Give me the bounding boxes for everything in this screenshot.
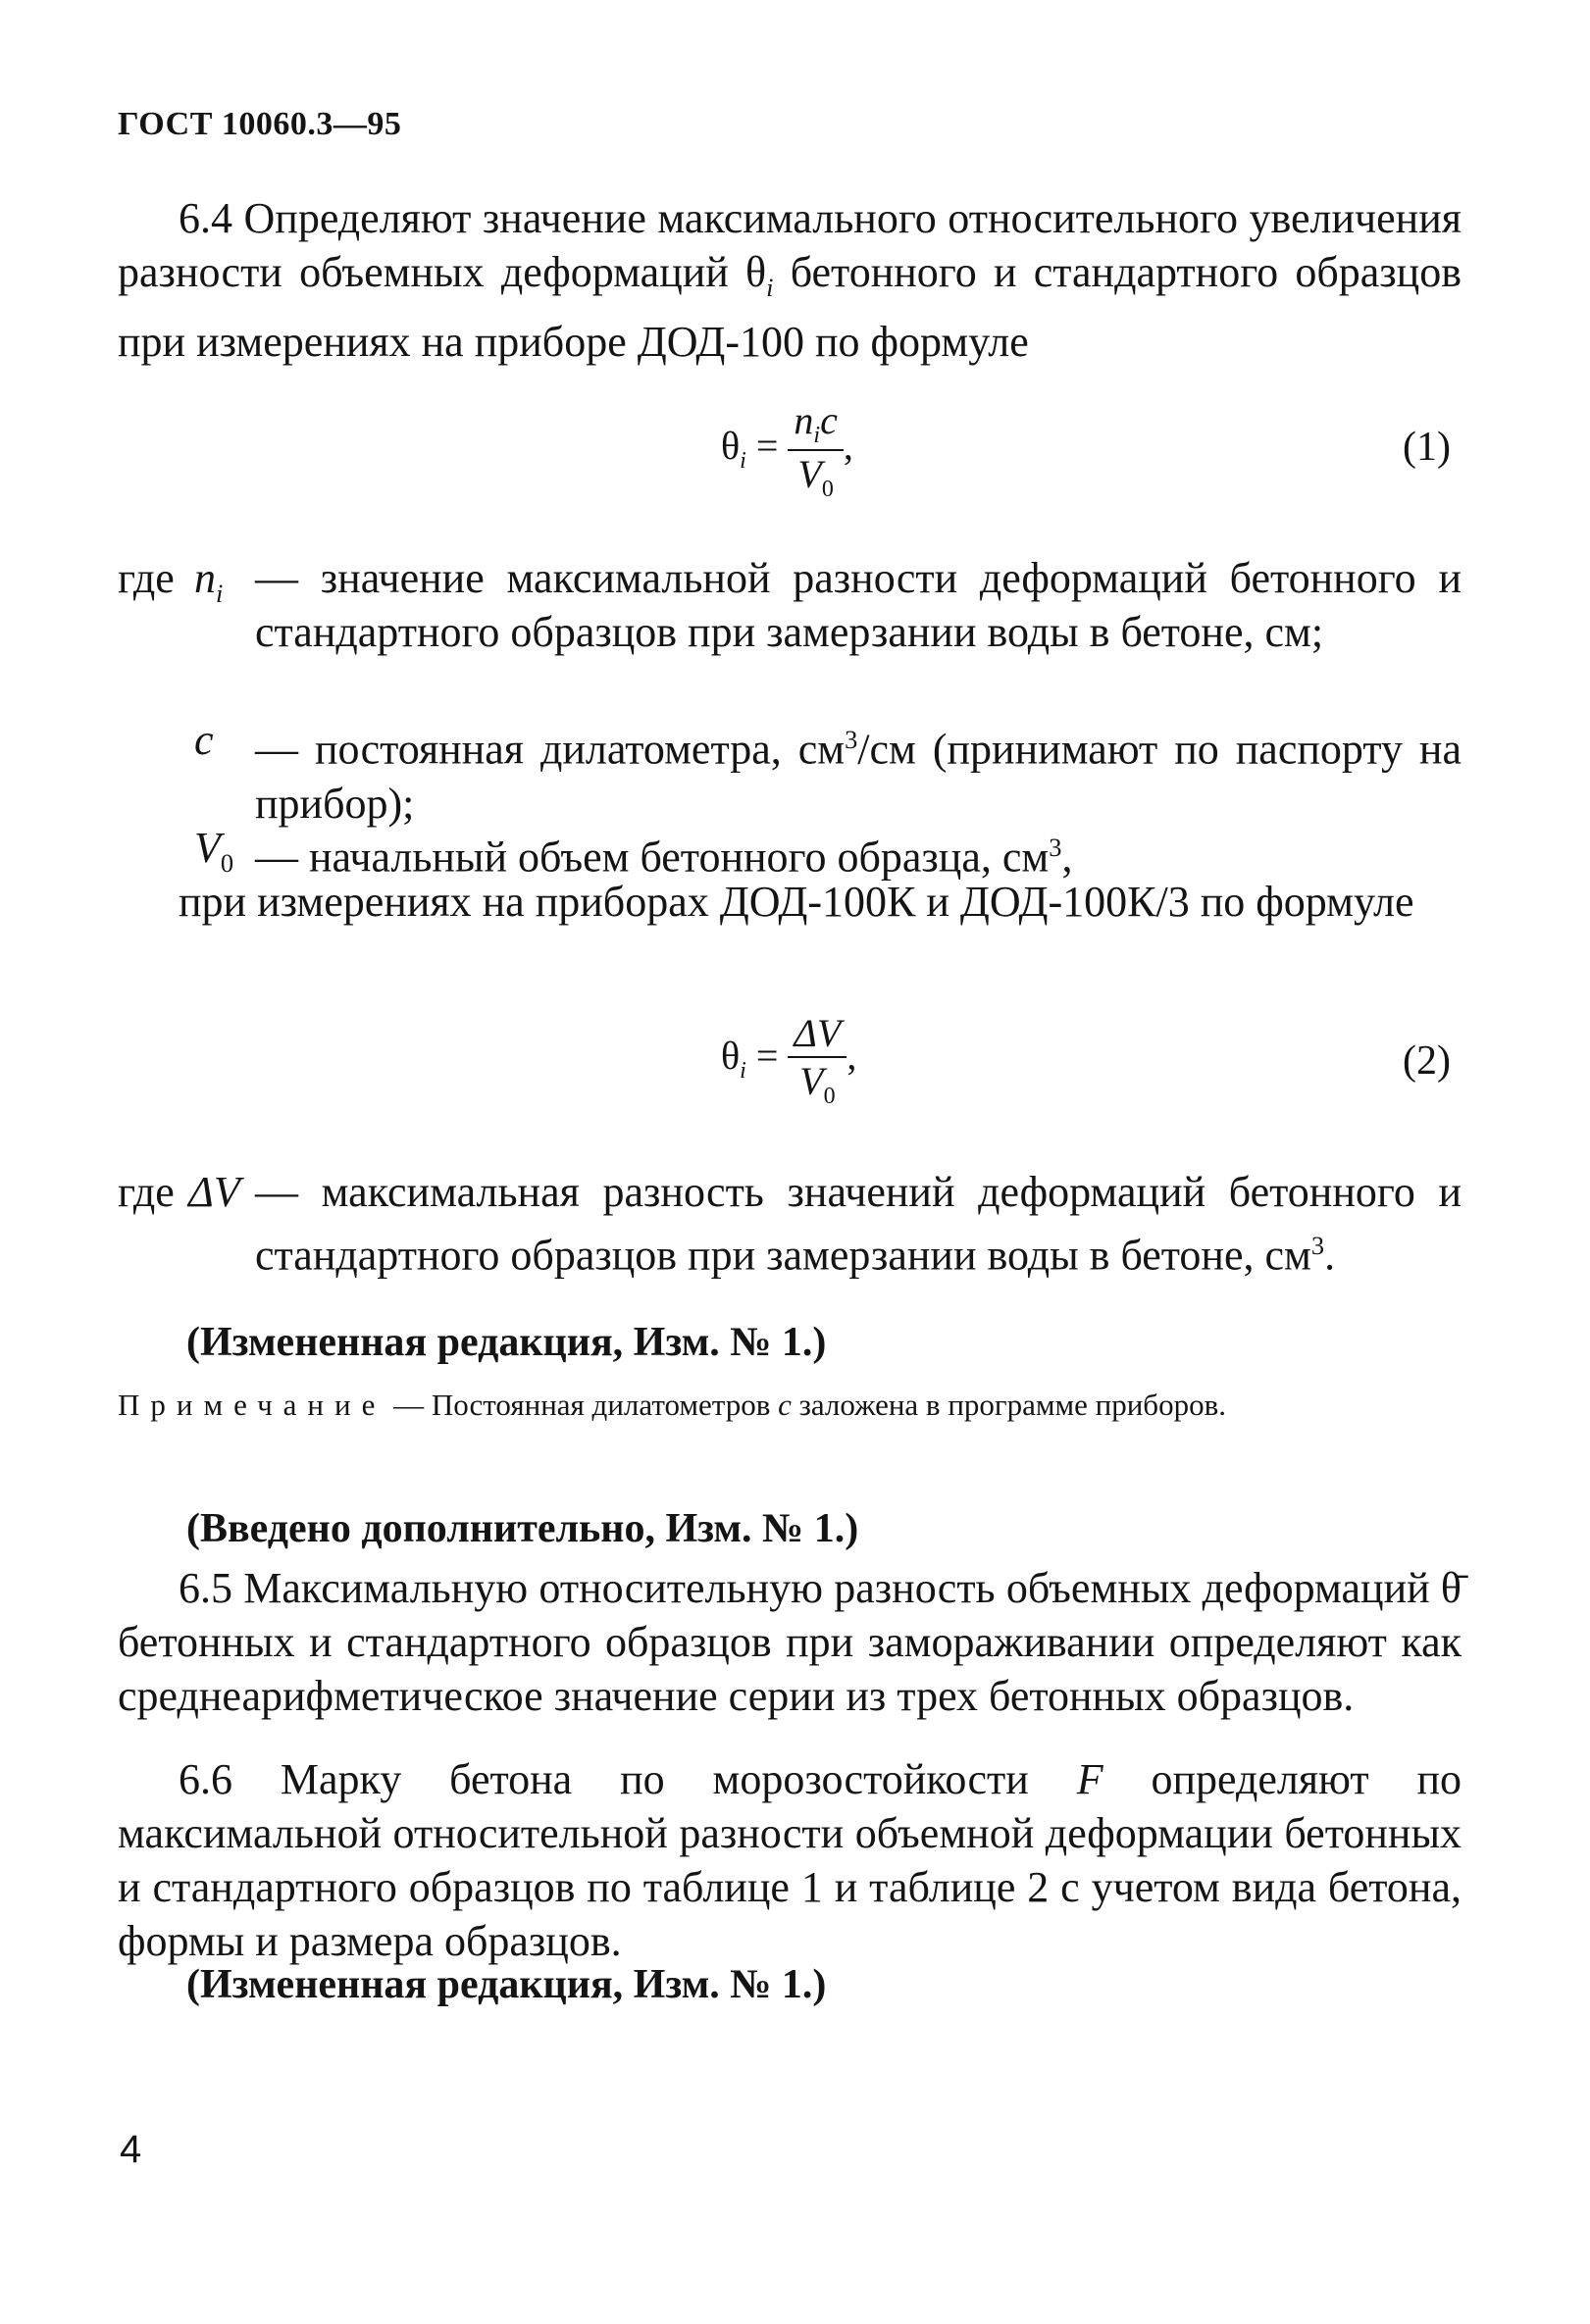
c-symbol: c [194, 716, 214, 764]
added-note: (Введено дополнительно, Изм. № 1.) [186, 1506, 859, 1551]
ni-definition-text: — значение максимальной разности деформаций бетонного и стандартного образцов при замерзании воды в бетоне, см; [255, 554, 1462, 656]
v0-definition-a: — начальный объем бетонного образца, см [255, 833, 1050, 882]
v0-symbol-letter: V [194, 824, 221, 872]
ni-symbol-letter: n [194, 554, 216, 602]
ni-symbol-sub: i [216, 578, 224, 608]
edit-note-1: (Измененная редакция, Изм. № 1.) [186, 1320, 827, 1365]
paragraph-6-4-text: 6.4 Определяют значение максимального относительного увеличения разности объемных деформаций θ [118, 194, 1462, 296]
c-definition-text [255, 713, 1462, 831]
paragraph-6-6-a: 6.6 Марку бетона по морозостойкости [179, 1755, 1077, 1803]
formula-2-num: ΔV [794, 1011, 842, 1055]
document-header: ГОСТ 10060.3—95 [118, 106, 402, 142]
formula-1 [721, 397, 853, 503]
paragraph-6-4-b: при измерениях на приборах ДОД-100К и ДОД-100К/3 по формуле [179, 878, 1414, 926]
note-c: c [778, 1388, 792, 1422]
formula-2-den-sub: 0 [823, 1084, 836, 1109]
v0-definition-sup: 3 [1049, 833, 1062, 862]
definition-delta-v [118, 1165, 1462, 1332]
delta-v-definition-sup: 3 [1310, 1231, 1325, 1260]
formula-2 [721, 1010, 856, 1110]
formula-1-lhs: θ [721, 424, 741, 469]
delta-v-definition-text [255, 1165, 1462, 1283]
formula-2-tail: , [846, 1034, 857, 1079]
formula-1-number: (1) [1403, 425, 1451, 470]
formula-1-num: n [794, 398, 814, 442]
definition-ni [118, 551, 1462, 718]
where2-prefix: где [118, 1168, 175, 1216]
paragraph-6-6-f: F [1076, 1755, 1103, 1803]
formula-2-lhs: θ [721, 1034, 741, 1079]
paragraph-6-6 [118, 1752, 1462, 1968]
ni-symbol [194, 551, 223, 621]
delta-v-definition-a: — максимальная разность значений деформаций бетонного и стандартного образцов при замерзании воды в бетоне, см [255, 1168, 1462, 1280]
formula-1-eq: = [745, 424, 789, 469]
note-text-b: заложена в программе приборов. [791, 1388, 1226, 1422]
c-definition-sup: 3 [845, 725, 858, 754]
c-definition-a: — постоянная дилатометра, см [255, 725, 846, 774]
formula-2-number: (2) [1403, 1038, 1451, 1084]
paragraph-6-4-cont: бетонного и стандартного образцов при измерениях на приборе ДОД-100 по формуле [118, 248, 1462, 366]
formula-1-fraction [788, 397, 843, 503]
delta-v-symbol: ΔV [188, 1168, 240, 1216]
formula-1-num-sub: i [813, 423, 821, 448]
formula-1-tail: , [843, 424, 853, 469]
where-prefix: где [118, 554, 175, 602]
formula-2-fraction [788, 1010, 846, 1110]
v0-symbol-sub: 0 [220, 847, 234, 878]
edit-note-2: (Измененная редакция, Изм. № 1.) [186, 1962, 827, 2007]
note [118, 1385, 1462, 1426]
paragraph-6-6-b: определяют по максимальной относительной разности объемной деформации бетонных и стандартного образцов по таблице 1 и таблице 2 с учетом вида бетона, формы и размера образцов. [118, 1755, 1462, 1965]
v0-definition-b: , [1061, 833, 1073, 882]
definition-v0 [118, 821, 1462, 882]
formula-1-den: V [797, 452, 822, 496]
definition-c [118, 713, 1462, 828]
formula-2-den: V [799, 1059, 824, 1103]
paragraph-6-5: 6.5 Максимальную относительную разность объемных деформаций θ̄ бетонных и стандартного образцов при замораживании определяют как среднеарифметическое значение серии из трех бетонных образцов. [118, 1564, 1462, 1720]
delta-v-definition-b: . [1324, 1231, 1336, 1280]
formula-1-lhs-sub: i [740, 448, 746, 475]
formula-2-eq: = [745, 1034, 789, 1079]
page-number: 4 [120, 2128, 142, 2171]
note-text-a: — Постоянная дилатометров [385, 1388, 779, 1422]
formula-1-den-sub: 0 [821, 477, 834, 502]
theta-subscript: i [766, 272, 774, 302]
formula-2-lhs-sub: i [740, 1058, 746, 1085]
paragraph-6-4 [118, 191, 1462, 369]
c-definition-b: /см (принимают по паспорту на прибор); [255, 725, 1462, 828]
formula-1-num-tail: c [820, 398, 838, 442]
note-label: Примечание [118, 1388, 386, 1422]
